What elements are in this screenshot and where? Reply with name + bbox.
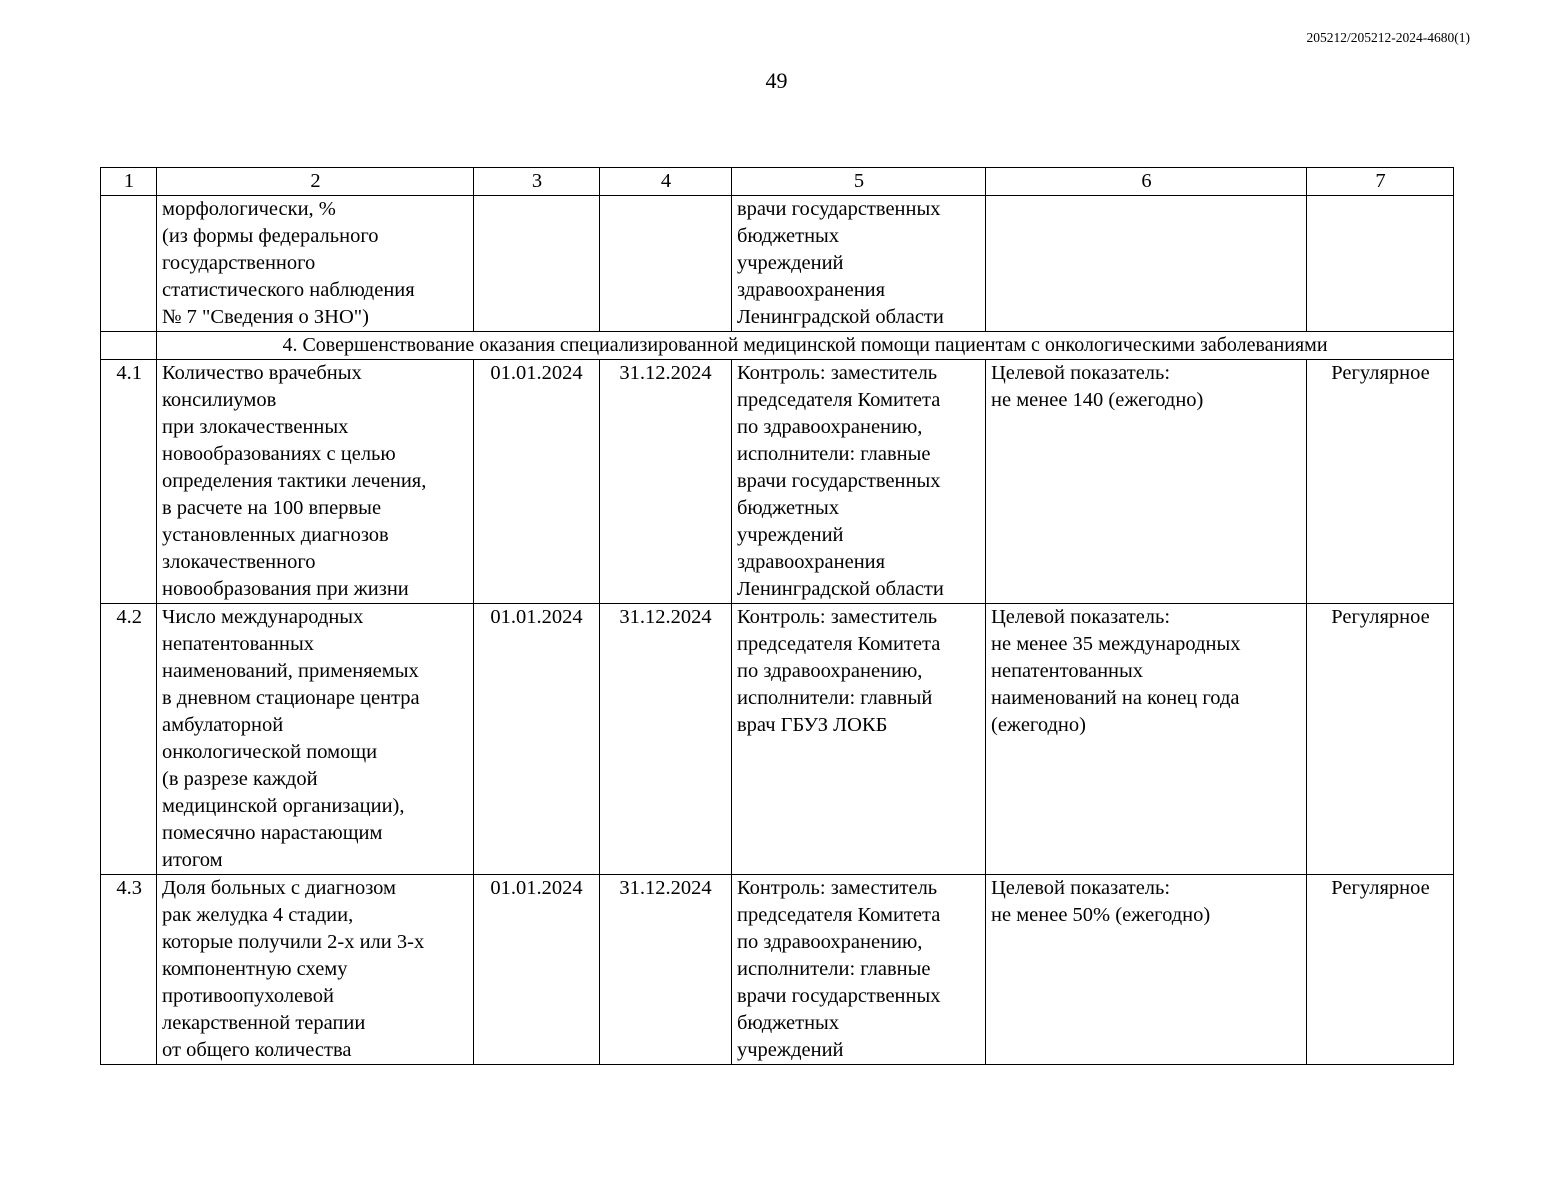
row-number: 4.3 [101, 875, 157, 1065]
cell-target: Целевой показатель: не менее 140 (ежегодно) [986, 360, 1307, 604]
table-row [101, 875, 1454, 1065]
cell-indicator: Доля больных с диагнозом рак желудка 4 стадии, которые получили 2-х или 3-х компонентную схему противоопухолевой лекарственной терапии от общего количества [157, 875, 474, 1065]
cell-end-date: 31.12.2024 [600, 604, 732, 875]
cell-indicator: морфологически, % (из формы федерального государственного статистического наблюдения № 7 "Сведения о ЗНО") [157, 196, 474, 332]
cell-end-date: 31.12.2024 [600, 360, 732, 604]
cell-responsible: Контроль: заместитель председателя Комитета по здравоохранению, исполнители: главные врачи государственных бюджетных учреждений здравоохранения Ленинградской области [732, 360, 986, 604]
cell-indicator: Количество врачебных консилиумов при злокачественных новообразованиях с целью определения тактики лечения, в расчете на 100 впервые установленных диагнозов злокачественного новообразования при жизни [157, 360, 474, 604]
cell-target: Целевой показатель: не менее 35 международных непатентованных наименований на конец года (ежегодно) [986, 604, 1307, 875]
cell-start-date: 01.01.2024 [474, 604, 600, 875]
cell-start-date: 01.01.2024 [474, 875, 600, 1065]
continuation-row [101, 196, 1454, 332]
document-id: 205212/205212-2024-4680(1) [1306, 30, 1470, 45]
row-number: 4.2 [101, 604, 157, 875]
cell-target [986, 196, 1307, 332]
column-header: 7 [1307, 168, 1454, 196]
cell-target: Целевой показатель: не менее 50% (ежегодно) [986, 875, 1307, 1065]
cell-end-date [600, 196, 732, 332]
cell-start-date [474, 196, 600, 332]
cell-indicator: Число международных непатентованных наименований, применяемых в дневном стационаре центра амбулаторной онкологической помощи (в разрезе каждой медицинской организации), помесячно нарастающим итогом [157, 604, 474, 875]
cell-frequency: Регулярное [1307, 360, 1454, 604]
cell-responsible: Контроль: заместитель председателя Комитета по здравоохранению, исполнители: главные врачи государственных бюджетных учреждений [732, 875, 986, 1065]
cell-frequency: Регулярное [1307, 875, 1454, 1065]
table-row [101, 360, 1454, 604]
section-row [101, 332, 1454, 360]
cell-frequency [1307, 196, 1454, 332]
column-header: 1 [101, 168, 157, 196]
column-header: 6 [986, 168, 1307, 196]
cell-responsible: врачи государственных бюджетных учреждений здравоохранения Ленинградской области [732, 196, 986, 332]
cell-end-date: 31.12.2024 [600, 875, 732, 1065]
page-number: 49 [765, 68, 788, 93]
row-number: 4.1 [101, 360, 157, 604]
cell-number [101, 332, 157, 360]
column-header: 5 [732, 168, 986, 196]
cell-responsible: Контроль: заместитель председателя Комитета по здравоохранению, исполнители: главный врач ГБУЗ ЛОКБ [732, 604, 986, 875]
column-number-row [101, 168, 1454, 196]
column-header: 3 [474, 168, 600, 196]
cell-frequency: Регулярное [1307, 604, 1454, 875]
measures-table [100, 167, 1454, 1065]
column-header: 4 [600, 168, 732, 196]
cell-number [101, 196, 157, 332]
cell-start-date: 01.01.2024 [474, 360, 600, 604]
table-row [101, 604, 1454, 875]
column-header: 2 [157, 168, 474, 196]
section-title: 4. Совершенствование оказания специализированной медицинской помощи пациентам с онкологическими заболеваниями [157, 332, 1454, 360]
